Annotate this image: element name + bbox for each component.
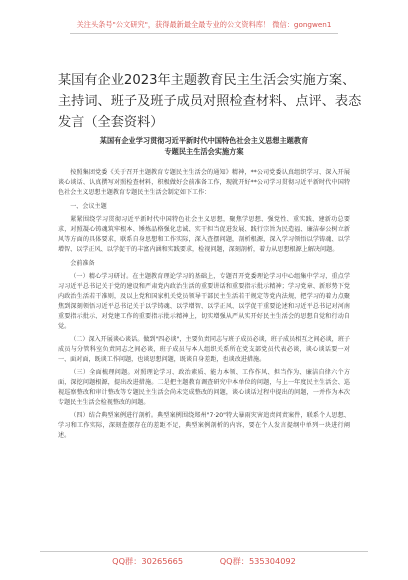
theme-paragraph: 紧紧围绕学习贯彻习近平新时代中国特色社会主义思想，聚焦学思想、强党性、重实践、建新功总要求，对照凝心铸魂筑牢根本、锤炼品格强化忠诚、实干担当促进发展、践行宗旨为民造福、廉洁奉公树立新风等方面的具体要求，联系自身思想和工作实际，深入查摆问题，剖析根源，深入学习领悟以学铸魂、以学增智、以学正风、以学促干的丰富内涵和实践要求，检视问题，深刻剖析，着力从思想根源上解决问题。 xyxy=(58,216,350,253)
preparation-item-1: （一）精心学习研讨。在主题教育理论学习的基础上，专题召开党委理论学习中心组集中学习，重点学习习近平总书记关于党的建设和严肃党内政治生活的重要讲话和重要指示批示精神；学习党章、新形势下党内政治生活若干准则，及以上党和国家机关党员领导干部民主生活若干规定等党内法规，把学习的着力点聚焦到深刻领悟习近平总书记关于以学铸魂、以学增智、以学正风、以学促干重要论述和习近平总书记对河南重要指示批示、对党建工作的重要指示批示精神上，切实增强从严从实开好民主生活会的思想自觉和行动自觉。 xyxy=(58,273,350,330)
title-line-3: 发言（全套资料） xyxy=(58,115,164,130)
preparation-item-4: （四）结合典型案例进行剖析。典型案例围绕郑州"7·20"特大暴雨灾害追责问责案件，联系个人思想、学习和工作实际，深刻查摆存在的差距不足，典型案例剖析的内容，要在个人发言提纲中单列一块进行阐述。 xyxy=(58,412,350,439)
section-heading-theme: 一、会议主题 xyxy=(70,203,107,210)
document-subtitle xyxy=(58,135,350,157)
header-banner: 关注头条号"公文研究"，获得最新最全最专业的公文资料库！ 微信：gongwen1 xyxy=(70,20,338,34)
subtitle-line-2: 专题民主生活会实施方案 xyxy=(164,147,244,156)
footer-qq-group-2: QQ群：535304092 xyxy=(219,556,296,566)
document-title xyxy=(58,70,362,133)
preparation-item-3: （三）全面梳理问题。对照理论学习、政治素质、能力本领、工作作风、担当作为、廉洁自律六个方面，深挖问题根源，提出改进措施。二是把主题教育调查研究中本单位的问题，与上一年度民主生活会、巡视巡察整改和审计整改等专题民主生活会尚未完成整改的问题，谈心谈话过程中提出的问题，一并作为本次专题民主生活会检视整改的问题。 xyxy=(58,369,350,406)
footer-contact xyxy=(40,551,368,567)
subtitle-line-1: 某国有企业学习贯彻习近平新时代中国特色社会主义思想主题教育 xyxy=(99,136,309,145)
title-line-2: 主持词、班子及班子成员对照检查材料、点评、表态 xyxy=(58,94,362,109)
section-heading-preparation: 会前准备 xyxy=(70,260,95,267)
footer-qq-group-1: QQ群：30265665 xyxy=(112,556,184,566)
document-body xyxy=(58,168,350,444)
intro-paragraph: 按照集团党委《关于召开主题教育专题民主生活会的通知》精神，**公司党委认真组织学习、深入开展谈心谈话、认真撰写对照检查材料，积极做好会前准备工作，现就开好**公司学习贯彻习近平新时代中国特色社会主义思想主题教育专题民主生活会制定如下工作： xyxy=(58,169,350,196)
title-line-1: 某国有企业2023年主题教育民主生活会实施方案、 xyxy=(58,73,356,88)
preparation-item-2: （二）深入开展谈心谈话。做到"四必谈"，主要负责同志与班子成员必谈，班子成员相互之间必谈，班子成员与分管科室负责同志之间必谈，班子成员与本人组织关系所在党支部党员代表必谈，谈心谈话要一对一、面对面，既谈工作问题，也谈思想问题，既谈自身差距，也谈改进措施。 xyxy=(58,336,351,363)
